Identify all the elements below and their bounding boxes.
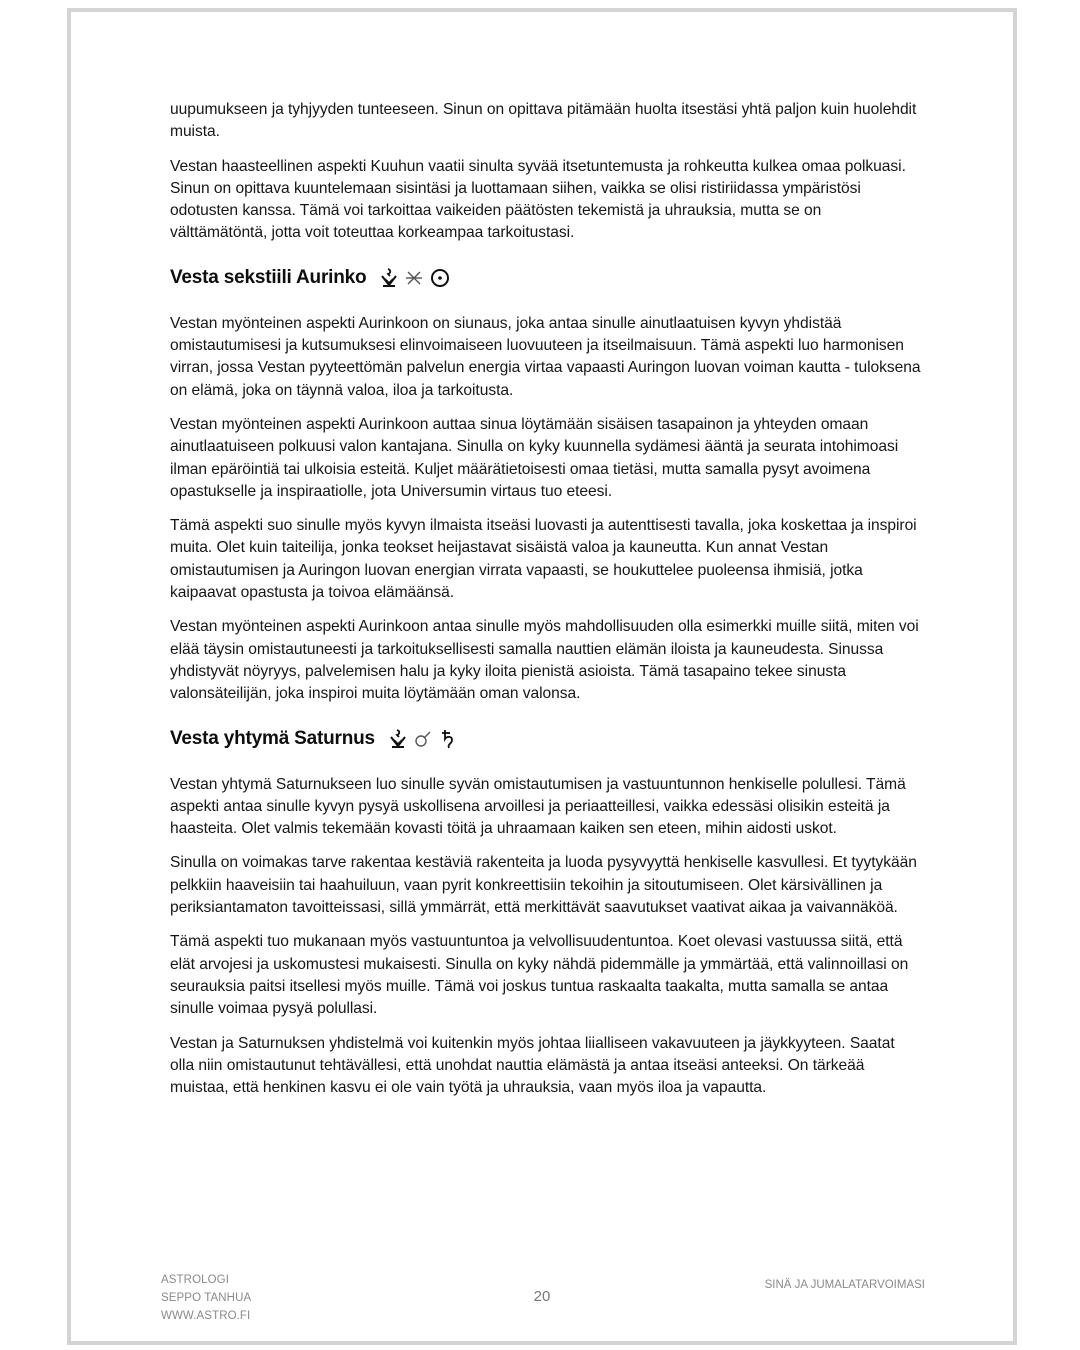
- vesta-glyph-icon: [380, 268, 398, 288]
- paragraph: Vestan yhtymä Saturnukseen luo sinulle syvän omistautumisen ja vastuuntunnon henkiselle polullesi. Tämä aspekti antaa sinulle kyvyn pysyä uskollisena arvoillesi ja periaatteillesi, vaikka edessäsi olisikin esteitä ja haasteita. Olet valmis tekemään kovasti töitä ja uhraamaan kaiken sen eteen, mihin aidosti uskot.: [170, 775, 906, 838]
- page-content: [170, 99, 922, 1111]
- page-number: 20: [533, 1288, 551, 1305]
- section-heading-vesta-sextile-sun: [170, 265, 922, 291]
- conjunction-glyph-icon: [414, 730, 432, 748]
- paragraph: Sinulla on voimakas tarve rakentaa kestäviä rakenteita ja luoda pysyvyyttä henkiselle kasvullesi. Et tyytykään pelkkiin haaveisiin tai haahuiluun, vaan pyrit konkreettisiin tekoihin ja sitoutumiseen. Olet kärsivällinen ja periksiantamaton tavoitteissasi, sillä ymmärrät, että merkittävät saavutukset vaativat aikaa ja vaivannäköä.: [170, 854, 917, 917]
- footer-author: [161, 1271, 251, 1325]
- paragraph: Tämä aspekti suo sinulle myös kyvyn ilmaista itseäsi luovasti ja autenttisesti tavalla, joka koskettaa ja inspiroi muita. Olet kuin taiteilija, jonka teokset heijastavat sisäistä valoa ja kauneutta. Kun annat Vestan omistautumisen ja Auringon luovan energian virrata vapaasti, se houkuttelee puoleensa ihmisiä, jotka kaipaavat opastusta ja toivoa elämäänsä.: [170, 517, 917, 602]
- footer-website: WWW.ASTRO.FI: [161, 1310, 251, 1322]
- paragraph: uupumukseen ja tyhjyyden tunteeseen. Sinun on opittava pitämään huolta itsestäsi yhtä paljon kuin huolehdit muista.: [170, 101, 917, 141]
- paragraph: Vestan myönteinen aspekti Aurinkoon auttaa sinua löytämään sisäisen tasapainon ja yhteyden omaan ainutlaatuiseen polkuusi valon kantajana. Sinulla on kyky kuunnella sydämesi ääntä ja seurata intohimoasi ilman epäröintiä tai ulkoisia esteitä. Kuljet määrätietoisesti omaa tietäsi, mutta samalla pysyt avoimena opastukselle ja inspiraatiolle, jota Universumin virtaus tuo eteesi.: [170, 415, 899, 500]
- vesta-glyph-icon: [389, 729, 407, 749]
- aspect-glyphs: [389, 729, 455, 749]
- footer-book-title: SINÄ JA JUMALATARVOIMASI: [764, 1279, 925, 1291]
- footer-author-name: SEPPO TANHUA: [161, 1292, 252, 1304]
- section-heading-text: Vesta yhtymä Saturnus: [170, 727, 375, 749]
- section-heading-vesta-conjunct-saturn: [170, 726, 922, 752]
- footer-author-title: ASTROLOGI: [161, 1274, 229, 1286]
- paragraph: Vestan ja Saturnuksen yhdistelmä voi kuitenkin myös johtaa liialliseen vakavuuteen ja jäykkyyteen. Saatat olla niin omistautunut tehtävällesi, että unohdat nauttia elämästä ja antaa itseäsi anteeksi. On tärkeää muistaa, että henkinen kasvu ei ole vain työtä ja uhrauksia, vaan myös iloa ja vapautta.: [170, 1034, 895, 1097]
- paragraph: Vestan myönteinen aspekti Aurinkoon antaa sinulle myös mahdollisuuden olla esimerkki muille siitä, miten voi elää täysin omistautuneesti ja tarkoituksellisesti samalla nauttien elämän iloista ja kauneudesta. Sinussa yhdistyvät nöyryys, palvelemisen halu ja kyky iloita pienistä asioista. Tämä tasapaino tekee sinusta valonsäteilijän, joka inspiroi muita löytämään oman valonsa.: [170, 618, 919, 703]
- aspect-glyphs: [380, 268, 450, 288]
- paragraph: Vestan haasteellinen aspekti Kuuhun vaatii sinulta syvää itsetuntemusta ja rohkeutta kulkea omaa polkuasi. Sinun on opittava kuuntelemaan sisintäsi ja luottamaan siihen, vaikka se olisi ristiriidassa ympäristösi odotusten kanssa. Tämä voi tarkoittaa vaikeiden päätösten tekemistä ja uhrauksia, mutta se on välttämätöntä, jotta voit toteuttaa korkeampaa tarkoitustasi.: [170, 157, 906, 242]
- sextile-glyph-icon: [405, 269, 423, 287]
- saturn-glyph-icon: [439, 729, 455, 749]
- section-heading-text: Vesta sekstiili Aurinko: [170, 266, 367, 288]
- paragraph: Vestan myönteinen aspekti Aurinkoon on siunaus, joka antaa sinulle ainutlaatuisen kyvyn yhdistää omistautumisesi ja kutsumuksesi elinvoimaiseen luovuuteen ja itseilmaisuun. Tämä aspekti luo harmonisen virran, jossa Vestan pyyteettömän palvelun energia virtaa vapaasti Auringon luovan voiman kautta - tuloksena on elämä, joka on täynnä valoa, iloa ja tarkoitusta.: [170, 314, 921, 399]
- paragraph: Tämä aspekti tuo mukanaan myös vastuuntuntoa ja velvollisuudentuntoa. Koet olevasi vastuussa siitä, että elät arvojesi ja uskomustesi mukaisesti. Sinulla on kyky nähdä pidemmälle ja ymmärtää, että valinnoillasi on seurauksia paitsi itsellesi myös muille. Tämä voi joskus tuntua raskaalta taakalta, mutta samalla se antaa sinulle voimaa pysyä polullasi.: [170, 933, 909, 1018]
- sun-glyph-icon: [430, 268, 450, 288]
